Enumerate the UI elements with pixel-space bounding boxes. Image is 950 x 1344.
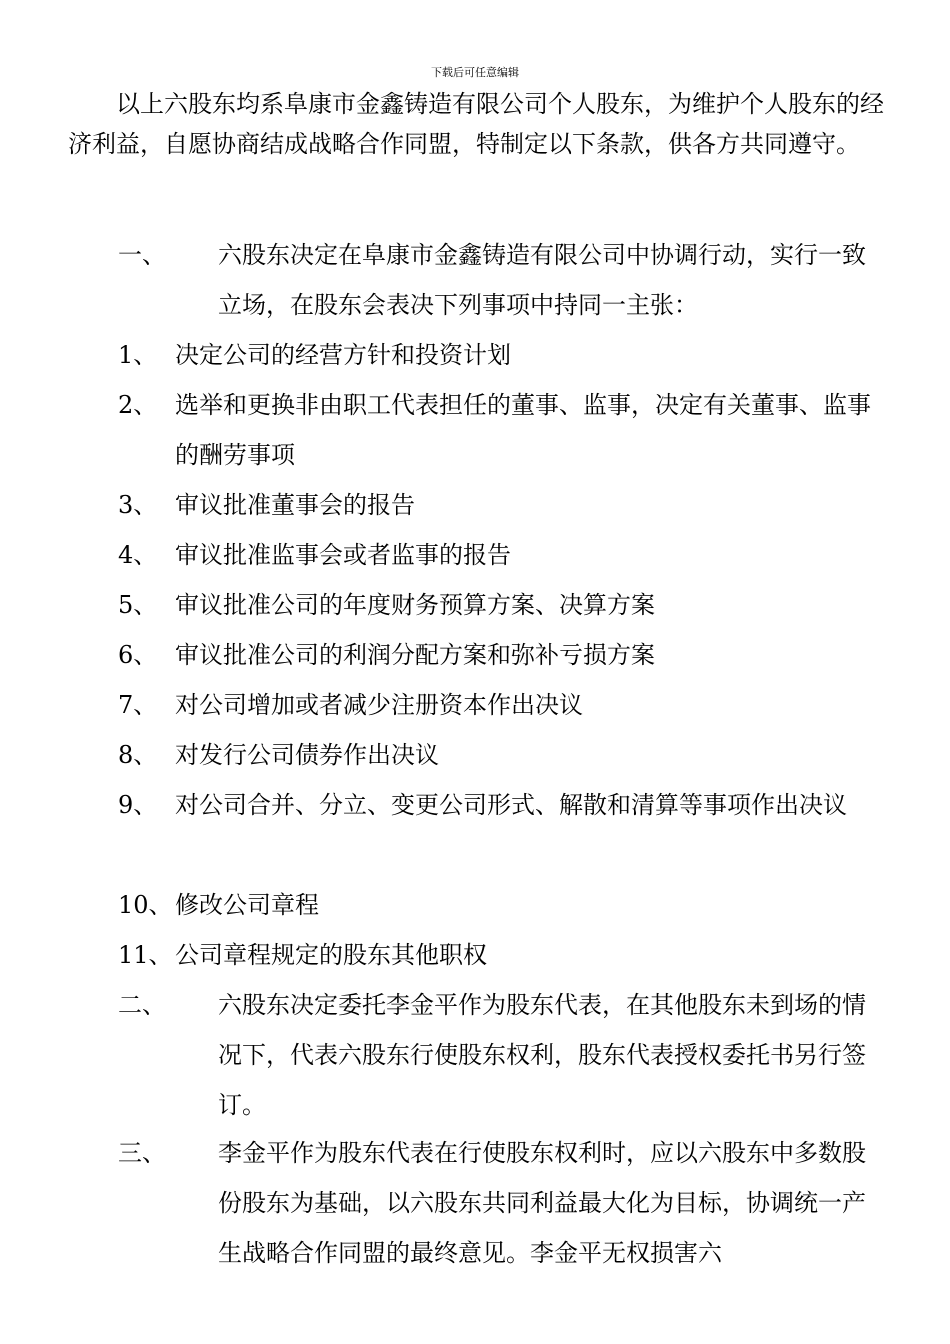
- item-number: 3、: [118, 491, 158, 519]
- section-text: 李金平作为股东代表在行使股东权利时，应以六股东中多数股份股东为基础，以六股东共同利益最大化为目标，协调统一产生战略合作同盟的最终意见。李金平无权损害六: [218, 1139, 866, 1267]
- item-text: 审议批准公司的利润分配方案和弥补亏损方案: [175, 641, 655, 669]
- section-text: 六股东决定在阜康市金鑫铸造有限公司中协调行动，实行一致立场，在股东会表决下列事项中持同一主张：: [218, 241, 866, 319]
- section-text: 六股东决定委托李金平作为股东代表，在其他股东未到场的情况下，代表六股东行使股东权利，股东代表授权委托书另行签订。: [218, 991, 866, 1119]
- item-text: 决定公司的经营方针和投资计划: [175, 341, 511, 369]
- item-number: 11、: [118, 941, 173, 969]
- item-text: 选举和更换非由职工代表担任的董事、监事，决定有关董事、监事的酬劳事项: [175, 391, 871, 469]
- item-text: 审议批准董事会的报告: [175, 491, 415, 519]
- section-number: 三、: [118, 1139, 166, 1167]
- item-number: 10、: [118, 891, 173, 919]
- item-text: 审议批准监事会或者监事的报告: [175, 541, 511, 569]
- item-text: 对发行公司债券作出决议: [175, 741, 439, 769]
- page-header: 下载后可任意编辑: [431, 66, 519, 79]
- section-number: 二、: [118, 991, 166, 1019]
- item-text: 公司章程规定的股东其他职权: [175, 941, 487, 969]
- item-number: 4、: [118, 541, 158, 569]
- item-text: 修改公司章程: [175, 891, 319, 919]
- item-number: 9、: [118, 791, 158, 819]
- section-number: 一、: [118, 241, 166, 269]
- item-number: 6、: [118, 641, 158, 669]
- item-number: 7、: [118, 691, 158, 719]
- intro-paragraph: 以上六股东均系阜康市金鑫铸造有限公司个人股东，为维护个人股东的经济利益，自愿协商结成战略合作同盟，特制定以下条款，供各方共同遵守。: [68, 90, 884, 158]
- item-number: 2、: [118, 391, 158, 419]
- item-text: 对公司增加或者减少注册资本作出决议: [175, 691, 583, 719]
- item-number: 1、: [118, 341, 158, 369]
- item-number: 5、: [118, 591, 158, 619]
- item-number: 8、: [118, 741, 158, 769]
- item-text: 对公司合并、分立、变更公司形式、解散和清算等事项作出决议: [175, 791, 847, 819]
- item-text: 审议批准公司的年度财务预算方案、决算方案: [175, 591, 655, 619]
